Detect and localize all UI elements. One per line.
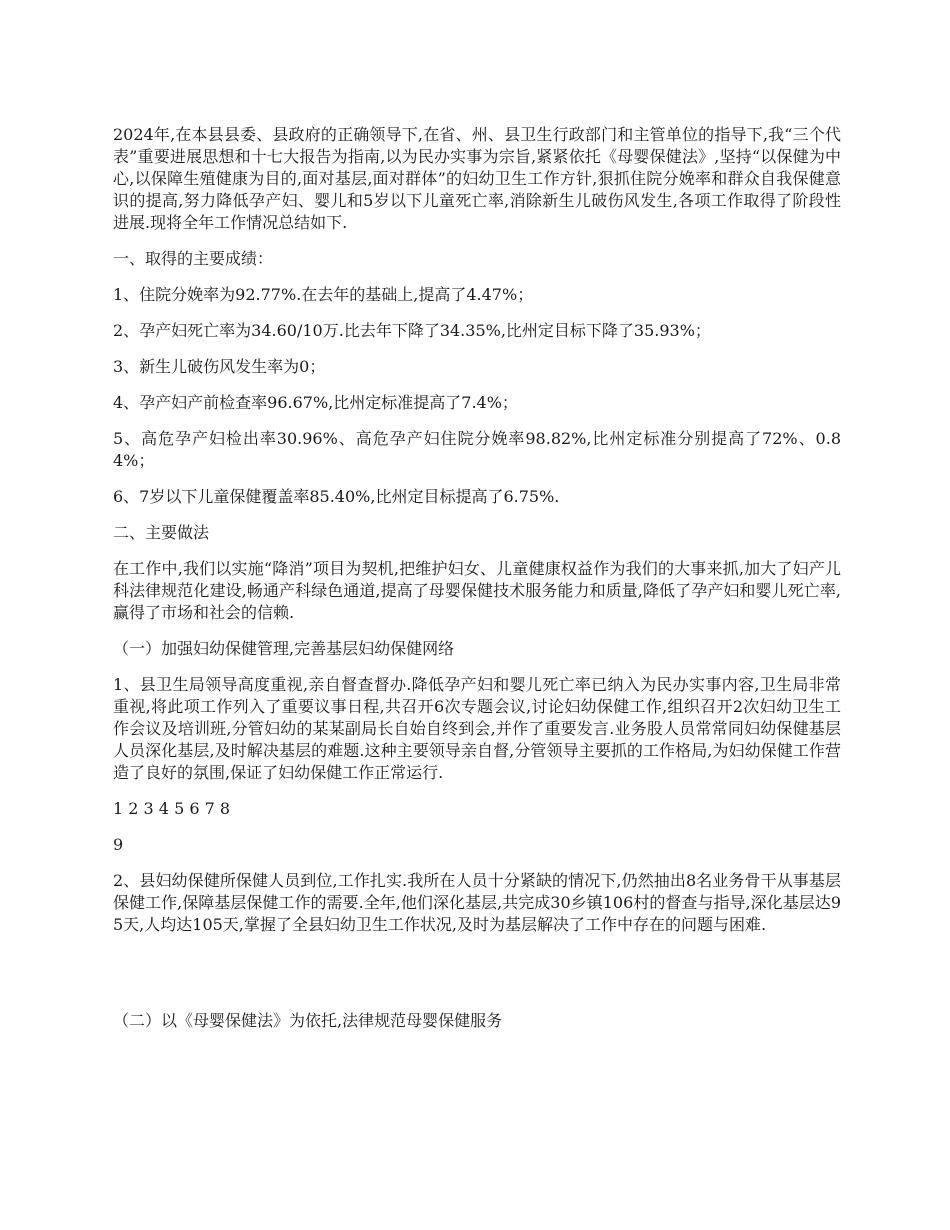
intro-paragraph: 2024年,在本县县委、县政府的正确领导下,在省、州、县卫生行政部门和主管单位的指导下,我“三个代表”重要进展思想和十七大报告为指南,以为民办实事为宗旨,紧紧依托《母婴保健法》,坚持“以保健为中心,以保障生殖健康为目的,面对基层,面对群体”的妇幼卫生工作方针,狠抓住院分娩率和群众自我保健意识的提高,努力降低孕产妇、婴儿和5岁以下儿童死亡率,消除新生儿破伤风发生,各项工作取得了阶段性进展.现将全年工作情况总结如下. [113,125,841,232]
subsection-1-title: （一）加强妇幼保健管理,完善基层妇幼保健网络 [113,639,455,658]
subsection-2-title: （二）以《母婴保健法》为依托,法律规范母婴保健服务 [113,1011,503,1030]
page-numbers-line: 1 2 3 4 5 6 7 8 [113,799,231,818]
achievement-item-2: 2、孕产妇死亡率为34.60/10万.比去年下降了34.35%,比州定目标下降了35.93%； [113,321,711,340]
achievement-item-1: 1、住院分娩率为92.77%.在去年的基础上,提高了4.47%； [113,285,534,304]
subsection-1-paragraph-2: 2、县妇幼保健所保健人员到位,工作扎实.我所在人员十分紧缺的情况下,仍然抽出8名业务骨干从事基层保健工作,保障基层保健工作的需要.全年,他们深化基层,共完成30乡镇106村的督查与指导,深化基层达95天,人均达105天,掌握了全县妇幼卫生工作状况,及时为基层解决了工作中存在的问题与困难. [113,871,841,934]
blank-space [113,936,841,1010]
achievement-item-3: 3、新生儿破伤风发生率为0； [113,357,326,376]
subsection-1-paragraph-1: 1、县卫生局领导高度重视,亲自督查督办.降低孕产妇和婴儿死亡率已纳入为民办实事内容,卫生局非常重视,将此项工作列入了重要议事日程,共召开6次专题会议,讨论妇幼保健工作,组织召开2次妇幼卫生工作会议及培训班,分管妇幼的某某副局长自始自终到会,并作了重要发言.业务股人员常常同妇幼保健基层人员深化基层,及时解决基层的难题.这种主要领导亲自督,分管领导主要抓的工作格局,为妇幼保健工作营造了良好的氛围,保证了妇幼保健工作正常运行. [113,675,841,782]
section-2-title: 二、主要做法 [113,523,210,542]
section-2-intro: 在工作中,我们以实施“降消”项目为契机,把维护妇女、儿童健康权益作为我们的大事来抓,加大了妇产儿科法律规范化建设,畅通产科绿色通道,提高了母婴保健技术服务能力和质量,降低了孕产妇和婴儿死亡率,赢得了市场和社会的信赖. [113,559,841,622]
section-1-title: 一、取得的主要成绩： [113,249,274,268]
achievement-item-5: 5、高危孕产妇检出率30.96%、高危孕产妇住院分娩率98.82%,比州定标准分别提高了72%、0.84%； [113,429,841,470]
achievement-item-4: 4、孕产妇产前检查率96.67%,比州定标准提高了7.4%； [113,393,518,412]
achievement-item-6: 6、7岁以下儿童保健覆盖率85.40%,比州定目标提高了6.75%. [113,487,560,506]
document-page [113,124,841,1032]
page-number-9: 9 [113,835,124,854]
